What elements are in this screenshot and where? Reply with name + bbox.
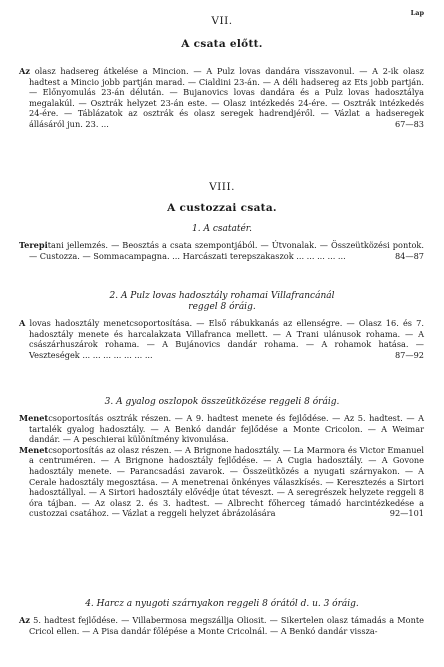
entry-lead: Az (19, 66, 31, 76)
chapter-7-entry (19, 66, 424, 130)
page-range: 67—83 (394, 118, 424, 129)
entry-lead: Terepi (19, 240, 48, 250)
entry-text: csoportosítás az olasz részen. — A Brignone hadosztály. — La Marmora és Victor Emanuel a centruméren. — A Brignone hadosztály fejlődése. — A Cugia hadosztály. — A Govone hadosztály menete. — Parancsadási zavarok. — Összeütközés a nyugati szárnyakon. — A Cerale hadosztály megosztása. — A menetrenai önkényes válaszkísés. — Keresztezés a Sirtori hadosztállyal. — A Sirtori hadosztály elővédje útat téveszt. — A seregrészek helyzete reggeli 8 óra tájban. — Az olasz 2. és 3. hadtest. — Albrecht főherceg támadó harcintézkedése a custozzai csatához. — Vázlat a reggeli helyzet ábrázolására (29, 444, 424, 519)
chapter-7-number: VII. (211, 15, 233, 27)
chapter-7-title: A csata előtt. (181, 38, 263, 50)
entry-lead: A (19, 318, 26, 328)
section-1-entry (19, 240, 424, 261)
chapter-8-title: A custozzai csata. (167, 202, 277, 214)
section-3-title: 3. A gyalog oszlopok összeütközése reggeli 8 óráig. (104, 397, 340, 407)
section-1-title: 1. A csatatér. (192, 224, 252, 234)
page-range: 87—92 (394, 349, 424, 360)
entry-lead: Az (19, 615, 31, 625)
entry-lead: Menet (19, 413, 49, 423)
page-range: 92—101 (389, 508, 424, 519)
entry-text: olasz hadsereg átkelése a Mincion. — A Pulz lovas dandára visszavonul. — A 2-ik olasz hadtest a Mincio jobb partján marad. — Cialdini 23-án. — A déli hadsereg az Ets jobb partján. — Előnyomulás 23-án délután. — Bujanovics lovas dandára és a Pulz lovas hadosztálya megalakúl. — Osztrák helyzet 23-án este. — Olasz intézkedés 24-ére. — Osztrák intézkedés 24-ére. — Táblázatok az osztrák és olasz seregek hadrendjéről. — Vázlat a hadseregek állásáról jun. 23. ... (29, 66, 424, 129)
section-3-entry (19, 413, 424, 519)
entry-text: csoportosítás osztrák részen. — A 9. hadtest menete és fejlődése. — Az 5. hadtest. — A tartalék gyalog hadosztály. — A Benkó dandár fejlődése a Monte Cricolon. — A Weimar dandár. — A peschierai különítmény kivonulása. (29, 413, 424, 445)
entry-text: tani jellemzés. — Beosztás a csata szempontjából. — Útvonalak. — Összeütközési pontok. — Custozza. — Sommacampagna. ... Harcászati terepszakaszok ... ... ... ... ... (29, 240, 424, 261)
entry-text: lovas hadosztály menetcsoportosítása. — Első rábukkanás az ellenségre. — Olasz 16. és 7. hadosztály menete és harcalakzata Villafranca mellett. — A Trani ulánusok rohama. — A császárhuszárok rohama. — A Bujánovics dandár rohama. — A rohamok hatása. — Veszteségek ... ... ... ... ... ... ... (29, 318, 424, 360)
chapter-8-number: VIII. (209, 181, 235, 193)
section-2-title-line-1: 2. A Pulz lovas hadosztály rohamai Villafrancánál (109, 291, 335, 301)
entry-text: 5. hadtest fejlődése. — Villabermosa megszállja Oliosit. — Sikertelen olasz támadás a Monte Cricol ellen. — A Pisa dandár főlépése a Monte Cricolnál. — A Benkó dandár vissza- (29, 615, 424, 636)
lap-label: Lap (410, 9, 424, 17)
page-range: 84—87 (394, 250, 424, 261)
entry-lead: Menet (19, 444, 49, 455)
section-2-entry (19, 318, 424, 360)
section-4-title: 4. Harcz a nyugoti szárnyakon reggeli 8 órától d. u. 3 óráig. (85, 599, 359, 609)
section-2-title (0, 291, 444, 313)
section-4-entry (19, 615, 424, 636)
section-2-title-line-2: reggel 8 óráig. (188, 302, 256, 312)
